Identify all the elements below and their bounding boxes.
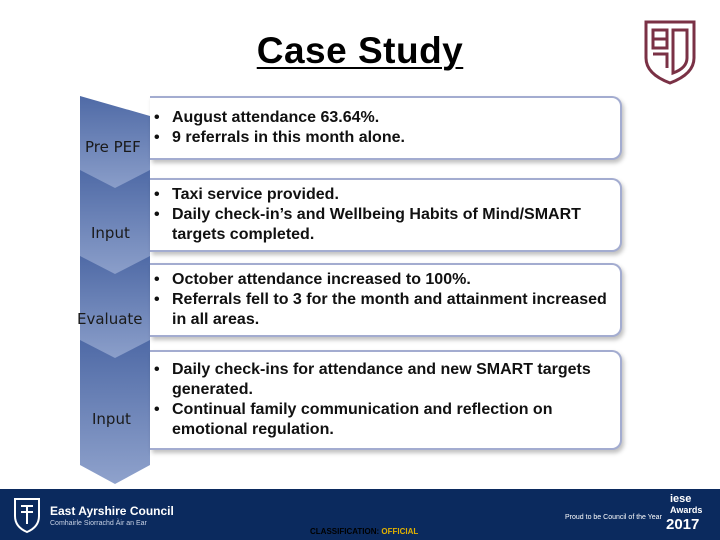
council-name: East Ayrshire Council bbox=[50, 504, 174, 518]
classification-label bbox=[310, 527, 418, 536]
page-title: Case Study bbox=[256, 30, 464, 71]
award-brand: iese bbox=[670, 493, 692, 505]
step-label-evaluate: Evaluate bbox=[77, 310, 143, 328]
step-card-input-1 bbox=[150, 178, 622, 252]
step-label-input-1: Input bbox=[91, 224, 130, 242]
bullet-item: • Daily check-in’s and Wellbeing Habits of Mind/SMART targets completed. bbox=[172, 205, 620, 245]
bullet-item: • Daily check-ins for attendance and new SMART targets generated. bbox=[172, 360, 620, 400]
step-card-evaluate bbox=[150, 263, 622, 337]
bullet-item: • August attendance 63.64%. bbox=[172, 108, 620, 128]
award-year: 2017 bbox=[666, 516, 700, 533]
step-label-input-2: Input bbox=[92, 410, 131, 428]
bullet-item: • October attendance increased to 100%. bbox=[172, 270, 620, 290]
bullet-item: • 9 referrals in this month alone. bbox=[172, 128, 620, 148]
bullet-item: • Taxi service provided. bbox=[172, 185, 620, 205]
step-label-pre-pef: Pre PEF bbox=[85, 138, 141, 156]
bullet-item: • Referrals fell to 3 for the month and attainment increased in all areas. bbox=[172, 290, 620, 330]
bullet-item: • Continual family communication and reflection on emotional regulation. bbox=[172, 400, 620, 440]
award-label: Awards bbox=[670, 505, 703, 515]
classification-value: OFFICIAL bbox=[381, 527, 419, 536]
step-card-input-2 bbox=[150, 350, 622, 450]
council-crest-icon bbox=[12, 496, 42, 534]
classification-prefix: CLASSIFICATION: bbox=[310, 527, 380, 536]
council-subtitle: Comhairle Siorrachd Àir an Ear bbox=[50, 520, 147, 527]
step-card-pre-pef bbox=[150, 96, 622, 160]
award-subtitle: Proud to be Council of the Year bbox=[565, 514, 662, 521]
